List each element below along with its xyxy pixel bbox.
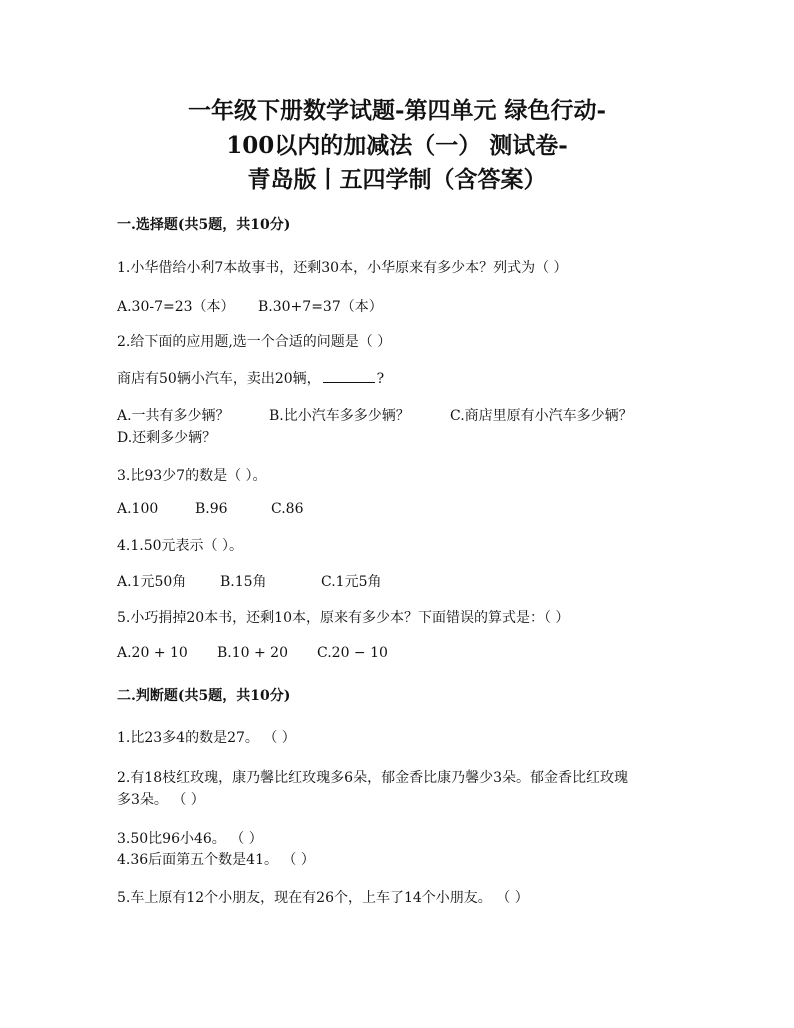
option-c: C.86 [271, 501, 304, 517]
question-4-options [117, 571, 381, 591]
option-b: B.比小汽车多多少辆？ [269, 408, 410, 424]
title-line-3: 青岛版丨五四学制（含答案） [247, 166, 547, 193]
option-a: A.30-7=23（本） [117, 299, 235, 315]
title-line-2: 100以内的加减法（一） 测试卷- [226, 132, 568, 159]
question-2-text: 2.给下面的应用题,选一个合适的问题是（ ） [117, 334, 392, 350]
option-b: B.30+7=37（本） [258, 299, 383, 315]
option-a: A.1元50角 [117, 574, 187, 590]
question-3-text: 3.比93少7的数是（ ）。 [117, 468, 267, 484]
option-b: B.96 [195, 501, 228, 517]
judge-item-5: 5.车上原有12个小朋友，现在有26个，上车了14个小朋友。 （ ） [117, 890, 529, 906]
section-1-heading: 一.选择题(共5题，共10分) [117, 217, 291, 233]
question-2-context [117, 368, 384, 388]
question-5-options [117, 645, 388, 661]
option-a: A.20 + 10 [117, 645, 188, 661]
judge-item-4: 4.36后面第五个数是41。 （ ） [117, 852, 315, 868]
option-c: C.20 − 10 [317, 645, 388, 661]
option-b: B.15角 [220, 574, 267, 590]
option-a: A.一共有多少辆？ [117, 408, 230, 424]
option-c: C.商店里原有小汽车多少辆？ [450, 408, 633, 424]
question-2-options-row1 [117, 405, 633, 425]
question-5-text: 5.小巧捐掉20本书，还剩10本，原来有多少本？下面错误的算式是：（ ） [117, 610, 570, 626]
section-2-heading: 二.判断题(共5题，共10分) [117, 688, 291, 704]
question-1-options [117, 296, 383, 316]
context-text: 商店有50辆小汽车，卖出20辆， [117, 371, 321, 387]
option-b: B.10 + 20 [217, 645, 288, 661]
title-line-1: 一年级下册数学试题-第四单元 绿色行动- [187, 97, 607, 124]
question-2-options-row2 [117, 427, 216, 447]
judge-item-2: 2.有18枝红玫瑰，康乃馨比红玫瑰多6朵，郁金香比康乃馨少3朵。郁金香比红玫瑰 [117, 770, 628, 786]
question-4-text: 4.1.50元表示（ ）。 [117, 538, 243, 554]
option-a: A.100 [117, 501, 159, 517]
context-end: ? [376, 371, 385, 387]
option-d: D.还剩多少辆？ [117, 430, 217, 446]
answer-blank [323, 370, 375, 383]
question-1-text: 1.小华借给小利7本故事书，还剩30本，小华原来有多少本？列式为（ ） [117, 260, 568, 276]
judge-item-2-cont: 多3朵。 （ ） [117, 792, 205, 808]
option-c: C.1元5角 [321, 574, 382, 590]
question-3-options [117, 501, 303, 517]
judge-item-3: 3.50比96小46。 （ ） [117, 831, 263, 847]
judge-item-1: 1.比23多4的数是27。 （ ） [117, 730, 296, 746]
